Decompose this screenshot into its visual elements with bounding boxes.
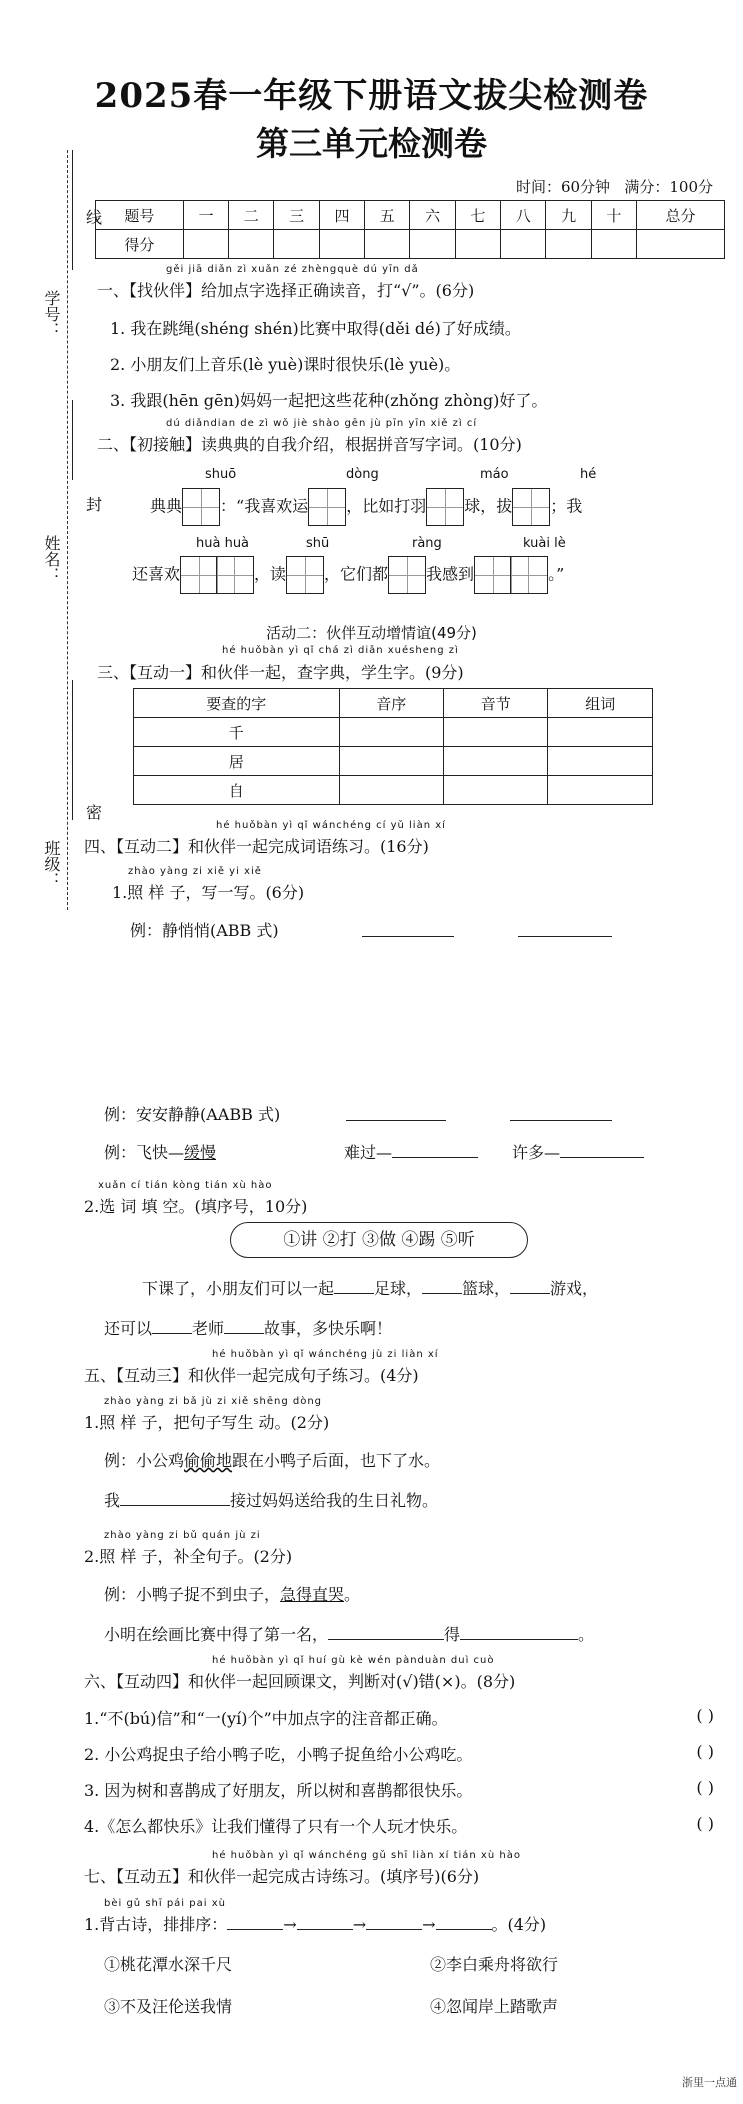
s4-para1-d: 游戏， (550, 1279, 599, 1298)
class-label: 班级： (42, 840, 61, 888)
s4-q2-pinyin: xuǎn cí tián kòng tián xù hào (98, 1180, 273, 1191)
score-cell: 二 (229, 201, 274, 230)
answer-cell[interactable] (339, 718, 443, 747)
s2-pinyin: dú diǎndian de zì wǒ jiè shào gēn jù pīn yīn xiě zì cí (166, 418, 478, 429)
exam-meta (516, 176, 713, 197)
s5-fill1-a: 我 (104, 1491, 121, 1510)
answer-blank[interactable] (560, 1157, 644, 1158)
answer-blank[interactable] (297, 1929, 353, 1930)
s4-q1-pinyin: zhào yàng zi xiě yi xiě (128, 866, 262, 877)
s4-ex2: 例：安安静静(AABB 式) (104, 1105, 281, 1124)
answer-blank[interactable] (328, 1639, 444, 1640)
judge-text: 3. 因为树和喜鹊成了好朋友，所以树和喜鹊都很快乐。 (84, 1781, 473, 1800)
s4-para2 (104, 1316, 392, 1339)
score-table-score-row (96, 230, 725, 259)
s1-pinyin: gěi jiā diǎn zì xuǎn zé zhèngquè dú yīn dǎ (166, 264, 419, 275)
s2-py-huahua: huà huà (196, 536, 250, 551)
s4-ex3 (104, 1140, 216, 1163)
judge-text: 1.“不(bú)信”和“一(yí)个”中加点字的注音都正确。 (84, 1709, 448, 1728)
s7-q1-pinyin: bèi gǔ shī pái pai xù (104, 1898, 226, 1909)
tianzige-box-double[interactable] (180, 556, 254, 594)
s2-py-dong: dòng (346, 467, 379, 482)
s5-q1: 1.照 样 子，把句子写生 动。(2分) (84, 1413, 330, 1432)
s4-para1-a: 下课了，小朋友们可以一起 (142, 1279, 335, 1298)
s5-fill2-b: 得 (444, 1625, 461, 1644)
s4-q1: 1.照 样 子，写一写。(6分) (112, 883, 305, 902)
tianzige-box[interactable] (512, 488, 550, 526)
s2-line2-b: ，读 (254, 564, 287, 584)
score-input-cell[interactable] (501, 230, 546, 259)
answer-cell[interactable] (444, 718, 548, 747)
score-cell: 一 (183, 201, 228, 230)
judge-item (84, 1778, 714, 1801)
answer-blank[interactable] (510, 1120, 612, 1121)
s5-q2: 2.照 样 子，补全句子。(2分) (84, 1547, 293, 1566)
dict-header: 组词 (548, 689, 653, 718)
score-cell: 十 (591, 201, 636, 230)
judge-paren[interactable]: ( ) (696, 1778, 714, 1797)
s2-py-rang: ràng (412, 536, 442, 551)
score-cell: 七 (455, 201, 500, 230)
score-input-cell[interactable] (229, 230, 274, 259)
margin-rule (72, 400, 73, 480)
s4-para2-b: 老师 (192, 1319, 225, 1338)
judge-paren[interactable]: ( ) (696, 1814, 714, 1833)
s7-q1-a: 1.背古诗，排排序： (84, 1915, 228, 1934)
answer-cell[interactable] (444, 776, 548, 805)
answer-blank[interactable] (392, 1157, 478, 1158)
s4-ex3-b: 缓慢 (184, 1143, 217, 1162)
tianzige-box[interactable] (182, 488, 220, 526)
score-cell: 五 (365, 201, 410, 230)
time-info: 时间：60分钟 (515, 178, 611, 196)
answer-blank[interactable] (366, 1929, 422, 1930)
s5-pinyin: hé huǒbàn yì qǐ wánchéng jù zi liàn xí (212, 1349, 439, 1360)
s2-py-mao: máo (480, 467, 509, 482)
s4-ex1: 例：静悄悄(ABB 式) (130, 921, 279, 940)
dict-header: 音序 (339, 689, 443, 718)
s2-line2-a: 还喜欢 (132, 564, 181, 584)
answer-cell[interactable] (339, 747, 443, 776)
s2-line1-d: 球，拔 (464, 496, 513, 516)
answer-blank[interactable] (152, 1333, 192, 1334)
exam-title: 2025春一年级下册语文拔尖检测卷 (94, 76, 649, 116)
binding-line (67, 150, 68, 910)
dict-char: 千 (134, 718, 340, 747)
s4-ex3-c: 难过— (344, 1143, 393, 1162)
s5-fill2 (104, 1622, 594, 1645)
s7-q1-b: 。(4分) (491, 1915, 547, 1934)
s4-para1 (142, 1276, 598, 1299)
poem-option: ③不及汪伦送我情 (104, 1997, 233, 2016)
s5-ex2-c: 。 (344, 1585, 361, 1604)
dict-header: 音节 (444, 689, 548, 718)
student-id-label: 学号： (42, 290, 61, 338)
score-input-cell[interactable] (365, 230, 410, 259)
score-input-cell[interactable] (455, 230, 500, 259)
dictionary-table (133, 688, 653, 805)
s1-title: 一、【找伙伴】给加点字选择正确读音，打“√”。(6分) (97, 281, 475, 300)
score-cell: 题号 (96, 201, 184, 230)
s4-para1-b: 足球， (374, 1279, 423, 1298)
score-input-cell[interactable] (591, 230, 636, 259)
dictionary-table-row (134, 776, 653, 805)
score-input-cell[interactable] (637, 230, 725, 259)
s6-title: 六、【互动四】和伙伴一起回顾课文，判断对(√)错(×)。(8分) (84, 1672, 516, 1691)
s4-para2-c: 故事，多快乐啊！ (264, 1319, 393, 1338)
s3-pinyin: hé huǒbàn yì qǐ chá zì diǎn xuésheng zì (222, 645, 459, 656)
tianzige-box[interactable] (388, 556, 426, 594)
answer-blank[interactable] (510, 1293, 550, 1294)
judge-item (84, 1706, 714, 1729)
poem-option: ②李白乘舟将欲行 (430, 1955, 559, 1974)
arrow: → (352, 1915, 367, 1934)
s1-q2: 2. 小朋友们上音乐(lè yuè)课时很快乐(lè yuè)。 (110, 355, 461, 374)
dict-header: 要查的字 (134, 689, 340, 718)
answer-blank[interactable] (224, 1333, 264, 1334)
word-choices-box: ①讲 ②打 ③做 ④踢 ⑤听 (230, 1222, 528, 1258)
s7-q1 (84, 1912, 546, 1935)
margin-rule (72, 150, 73, 270)
judge-paren[interactable]: ( ) (696, 1706, 714, 1725)
s1-q1: 1. 我在跳绳(shéng shén)比赛中取得(děi dé)了好成绩。 (110, 319, 521, 338)
score-input-cell[interactable] (410, 230, 455, 259)
s4-ex3-a: 例：飞快— (104, 1143, 185, 1162)
s4-title: 四、【互动二】和伙伴一起完成词语练习。(16分) (84, 837, 429, 856)
s2-line1-e: ；我 (550, 496, 583, 516)
answer-cell[interactable] (548, 776, 653, 805)
s5-fill1-b: 接过妈妈送给我的生日礼物。 (230, 1491, 439, 1510)
s5-ex1-b: 偷偷地 (184, 1451, 233, 1470)
answer-blank[interactable] (227, 1929, 283, 1930)
answer-blank[interactable] (436, 1929, 492, 1930)
answer-blank[interactable] (334, 1293, 374, 1294)
s2-py-shuo: shuō (205, 467, 237, 482)
footer-watermark: 浙里一点通 (682, 2076, 737, 2089)
answer-blank[interactable] (422, 1293, 462, 1294)
dict-char: 自 (134, 776, 340, 805)
s2-line1-a: 典典 (150, 496, 183, 516)
s5-q2-pinyin: zhào yàng zi bǔ quán jù zi (104, 1530, 261, 1541)
poem-option: ④忽闻岸上踏歌声 (430, 1997, 559, 2016)
s2-line1 (150, 488, 582, 526)
s2-title: 二、【初接触】读典典的自我介绍，根据拼音写字词。(10分) (97, 435, 522, 454)
dictionary-table-header (134, 689, 653, 718)
score-cell: 四 (319, 201, 364, 230)
arrow: → (283, 1915, 297, 1934)
s5-q1-pinyin: zhào yàng zi bǎ jù zi xiě shēng dòng (104, 1396, 323, 1407)
score-info: 满分：100分 (624, 178, 713, 196)
s7-pinyin: hé huǒbàn yì qǐ wánchéng gǔ shī liàn xí tián xù hào (212, 1850, 521, 1861)
s4-ex3-c-row (344, 1140, 478, 1163)
activity-two-heading: 活动二：伙伴互动增情谊(49分) (266, 624, 477, 642)
s5-fill2-a: 小明在绘画比赛中得了第一名， (104, 1625, 329, 1644)
dictionary-table-row (134, 747, 653, 776)
seal-mark-feng: 封 (86, 495, 103, 514)
margin-rule (72, 680, 73, 820)
s5-fill2-c: 。 (578, 1625, 595, 1644)
answer-blank[interactable] (460, 1639, 578, 1640)
judge-text: 4.《怎么都快乐》让我们懂得了只有一个人玩才快乐。 (84, 1817, 468, 1836)
s6-pinyin: hé huǒbàn yì qǐ huí gù kè wén pànduàn duì cuò (212, 1655, 495, 1666)
s2-py-he: hé (580, 467, 597, 482)
judge-item (84, 1742, 714, 1765)
s7-title: 七、【互动五】和伙伴一起完成古诗练习。(填序号)(6分) (84, 1867, 480, 1886)
seal-mark-xian: 线 (86, 208, 103, 227)
s4-pinyin: hé huǒbàn yì qǐ wánchéng cí yǔ liàn xí (216, 820, 446, 831)
score-table-header-row (96, 201, 725, 230)
tianzige-box-double[interactable] (474, 556, 548, 594)
s2-line2-e: 。” (548, 564, 565, 584)
s5-ex1-a: 例：小公鸡 (104, 1451, 185, 1470)
judge-item (84, 1814, 714, 1837)
s2-line2 (132, 556, 564, 594)
s2-line1-b: ：“我喜欢运 (220, 496, 309, 516)
score-row-label: 得分 (96, 230, 184, 259)
s4-ex3-d-row (512, 1140, 644, 1163)
seal-mark-mi: 密 (86, 803, 103, 822)
answer-blank[interactable] (362, 936, 454, 937)
s4-q2: 2.选 词 填 空。(填序号，10分) (84, 1197, 308, 1216)
score-input-cell[interactable] (183, 230, 228, 259)
s5-ex2 (104, 1582, 360, 1605)
s1-q3: 3. 我跟(hēn gēn)妈妈一起把这些花种(zhǒng zhòng)好了。 (110, 391, 548, 410)
answer-blank[interactable] (346, 1120, 446, 1121)
s4-para1-c: 篮球， (462, 1279, 511, 1298)
name-label: 姓名： (42, 535, 61, 583)
s5-ex1-c: 跟在小鸭子后面，也下了水。 (232, 1451, 441, 1470)
tianzige-box[interactable] (308, 488, 346, 526)
s5-title: 五、【互动三】和伙伴一起完成句子练习。(4分) (84, 1366, 419, 1385)
s2-line1-c: ，比如打羽 (346, 496, 427, 516)
answer-cell[interactable] (339, 776, 443, 805)
answer-cell[interactable] (548, 747, 653, 776)
s5-ex2-b: 急得直哭 (280, 1585, 345, 1604)
answer-blank[interactable] (518, 936, 612, 937)
s2-line2-c: ，它们都 (324, 564, 389, 584)
score-input-cell[interactable] (546, 230, 591, 259)
poem-option: ①桃花潭水深千尺 (104, 1955, 233, 1974)
score-cell: 八 (501, 201, 546, 230)
dictionary-table-row (134, 718, 653, 747)
answer-cell[interactable] (444, 747, 548, 776)
exam-subtitle: 第三单元检测卷 (256, 124, 487, 163)
score-cell: 三 (274, 201, 319, 230)
s5-ex1 (104, 1448, 440, 1471)
judge-paren[interactable]: ( ) (696, 1742, 714, 1761)
score-cell: 六 (410, 201, 455, 230)
dict-char: 居 (134, 747, 340, 776)
s4-ex3-d: 许多— (512, 1143, 561, 1162)
s4-para2-a: 还可以 (104, 1319, 153, 1338)
score-input-cell[interactable] (319, 230, 364, 259)
s2-py-kuaile: kuài lè (523, 536, 566, 551)
s3-title: 三、【互动一】和伙伴一起，查字典，学生字。(9分) (97, 663, 464, 682)
answer-blank[interactable] (120, 1505, 230, 1506)
s2-py-shu: shū (306, 536, 330, 551)
s5-ex2-a: 例：小鸭子捉不到虫子， (104, 1585, 281, 1604)
score-cell: 总分 (637, 201, 725, 230)
score-cell: 九 (546, 201, 591, 230)
s2-line2-d: 我感到 (426, 564, 475, 584)
tianzige-box[interactable] (286, 556, 324, 594)
judge-text: 2. 小公鸡捉虫子给小鸭子吃，小鸭子捉鱼给小公鸡吃。 (84, 1745, 473, 1764)
tianzige-box[interactable] (426, 488, 464, 526)
arrow: → (422, 1915, 436, 1934)
s5-fill1 (104, 1488, 438, 1511)
score-table (95, 200, 725, 259)
answer-cell[interactable] (548, 718, 653, 747)
score-input-cell[interactable] (274, 230, 319, 259)
